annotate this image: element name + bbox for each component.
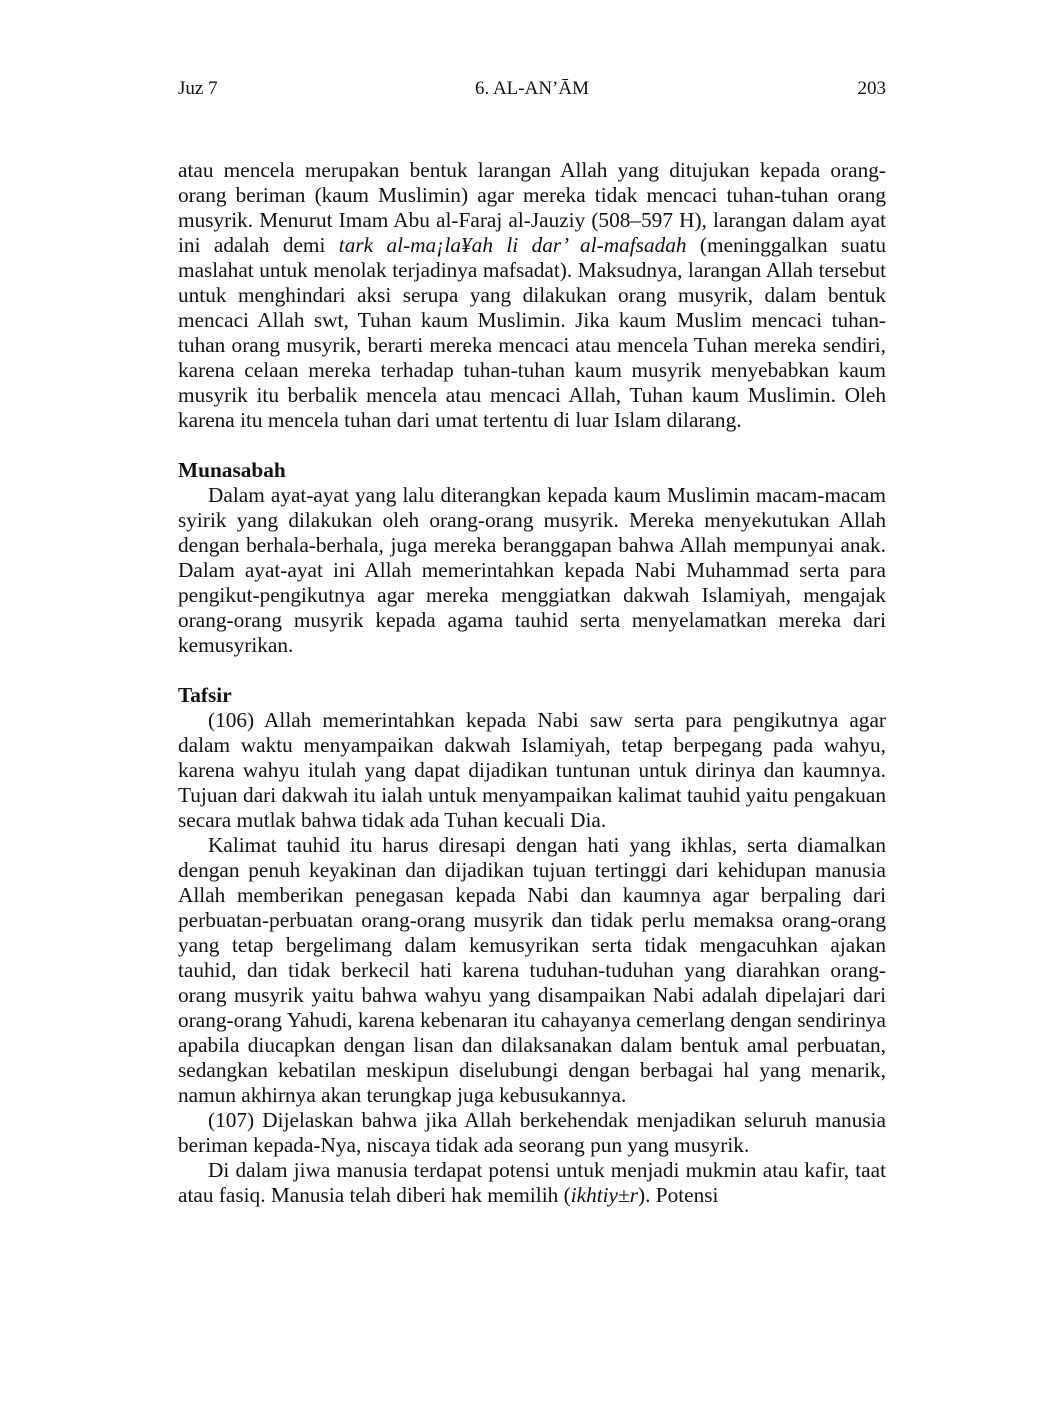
tafsir-paragraph-potensi <box>178 1158 886 1208</box>
intro-italic-term: tark al-ma¡la¥ah li dar’ al-mafsadah <box>338 233 687 257</box>
potensi-text-1: Di dalam jiwa manusia terdapat potensi untuk menjadi mukmin atau kafir, taat atau fasiq. Manusia telah diberi hak memilih ( <box>178 1158 886 1207</box>
tafsir-heading: Tafsir <box>178 683 232 707</box>
munasabah-paragraph: Dalam ayat-ayat yang lalu diterangkan kepada kaum Muslimin macam-macam syirik yang dilakukan oleh orang-orang musyrik. Mereka menyekutukan Allah dengan berhala-berhala, juga mereka beranggapan bahwa Allah mempunyai anak. Dalam ayat-ayat ini Allah memerintahkan kepada Nabi Muhammad serta para pengikut-pengikutnya agar mereka menggiatkan dakwah Islamiyah, mengajak orang-orang musyrik kepada agama tauhid serta menyelamatkan mereka dari kemusyrikan. <box>178 483 886 657</box>
book-page <box>178 76 886 1208</box>
ikhtiyar-term: ikhtiy±r <box>570 1183 638 1207</box>
intro-text-2: (meninggalkan suatu maslahat untuk menolak terjadinya mafsadat). Maksudnya, larangan Allah tersebut untuk menghindari aksi serupa yang dilakukan orang musyrik, dalam bentuk mencaci Allah swt, Tuhan kaum Muslimin. Jika kaum Muslim mencaci tuhan-tuhan orang musyrik, berarti mereka mencaci atau mencela Tuhan mereka sendiri, karena celaan mereka terhadap tuhan-tuhan kaum musyrik menyebabkan kaum musyrik itu berbalik mencela atau mencaci Allah, Tuhan kaum Muslimin. Oleh karena itu mencela tuhan dari umat tertentu di luar Islam dilarang. <box>178 233 887 432</box>
tafsir-paragraph-107: (107) Dijelaskan bahwa jika Allah berkehendak menjadikan seluruh manusia beriman kepada-Nya, niscaya tidak ada seorang pun yang musyrik. <box>178 1108 886 1157</box>
body-text <box>178 158 886 1208</box>
munasabah-heading: Munasabah <box>178 458 286 482</box>
intro-paragraph <box>178 158 886 433</box>
intro-text-1: atau mencela merupakan bentuk larangan Allah yang ditujukan kepada orang-orang beriman (kaum Muslimin) agar mereka tidak mencaci tuhan-tuhan orang musyrik. Menurut Imam Abu al-Faraj al-Jauziy (508–597 H), larangan dalam ayat ini adalah demi <box>178 158 886 257</box>
page-number: 203 <box>857 78 886 99</box>
tafsir-paragraph-106: (106) Allah memerintahkan kepada Nabi saw serta para pengikutnya agar dalam waktu menyampaikan dakwah Islamiyah, tetap berpegang pada wahyu, karena wahyu itulah yang dapat dijadikan tuntunan untuk dirinya dan kaumnya. Tujuan dari dakwah itu ialah untuk menyampaikan kalimat tauhid yaitu pengakuan secara mutlak bahwa tidak ada Tuhan kecuali Dia. <box>178 708 886 832</box>
surah-title: 6. AL-AN’ĀM <box>475 78 589 99</box>
potensi-text-2: ). Potensi <box>637 1183 719 1207</box>
juz-label: Juz 7 <box>178 78 218 99</box>
running-head <box>178 76 886 104</box>
tafsir-paragraph-tauhid: Kalimat tauhid itu harus diresapi dengan hati yang ikhlas, serta diamalkan dengan penuh keyakinan dan dijadikan tujuan tertinggi dari kehidupan manusia Allah memberikan penegasan kepada Nabi dan kaumnya agar berpaling dari perbuatan-perbuatan orang-orang musyrik dan tidak perlu memaksa orang-orang yang tetap bergelimang dalam kemusyrikan serta tidak mengacuhkan ajakan tauhid, dan tidak berkecil hati karena tuduhan-tuduhan yang diarahkan orang-orang musyrik yaitu bahwa wahyu yang disampaikan Nabi adalah dipelajari dari orang-orang Yahudi, karena kebenaran itu cahayanya cemerlang dengan sendirinya apabila diucapkan dengan lisan dan dilaksanakan dalam bentuk amal perbuatan, sedangkan kebatilan meskipun diselubungi dengan berbagai hal yang menarik, namun akhirnya akan terungkap juga kebusukannya. <box>178 833 886 1107</box>
